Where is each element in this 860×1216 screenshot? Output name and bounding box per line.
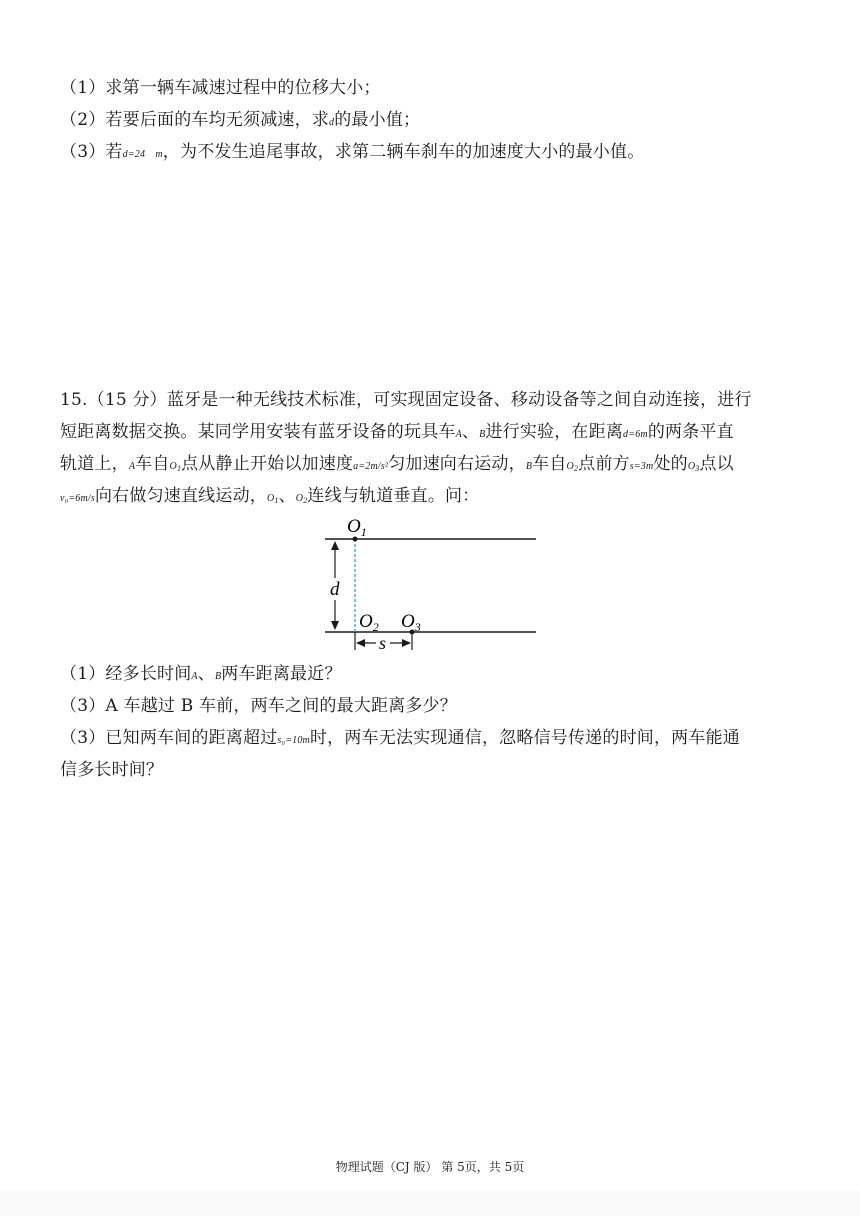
var-v0: v₀=6m/s (60, 493, 95, 504)
text: 点前方 (578, 454, 630, 474)
d-arrow-up-head (331, 541, 339, 550)
var-A: A (455, 429, 462, 440)
q15-line3 (60, 450, 734, 483)
text: （3）已知两车间的距离超过 (60, 728, 278, 748)
var-O3: O (687, 461, 696, 472)
subscript: 1 (176, 464, 182, 473)
var-acceleration: a=2m/s² (353, 461, 389, 472)
label-O3: $O_3$ (401, 611, 421, 634)
text: 点从静止开始以加速度 (181, 454, 354, 474)
label-O2: $O_2$ (359, 611, 379, 634)
text: ，为不发生追尾事故，求第二辆车刹车的加速度大小的最小值。 (162, 142, 645, 162)
label-O1: $O_1$ (347, 516, 367, 539)
text: 向右做匀速直线运动， (94, 486, 267, 506)
text: 处的 (653, 454, 688, 474)
text: 轨道上， (60, 454, 129, 474)
text: 短距离数据交换。某同学用安装有蓝牙设备的玩具车 (60, 422, 456, 442)
q14-part2 (60, 106, 420, 137)
text: 、 (197, 664, 215, 684)
text: 匀加速向右运动， (388, 454, 526, 474)
point-O1 (353, 537, 358, 542)
subscript: 2 (573, 464, 579, 473)
var-d-value: d=24 m (122, 149, 163, 160)
s-arrow-right-head (402, 639, 411, 647)
q15-sub2: （3）A 车越过 B 车前，两车之间的最大距离多少？ (60, 696, 457, 716)
text: 车自 (532, 454, 567, 474)
var-B: B (214, 671, 222, 682)
text: 两车距离最近？ (221, 664, 342, 684)
var-d: d=6m (623, 429, 648, 440)
text: （1）经多长时间 (60, 664, 192, 684)
var-A: A (191, 671, 198, 682)
label-s: s (379, 633, 387, 653)
text: 的两条平直 (647, 422, 734, 442)
q15-line2 (60, 418, 734, 449)
q15-sub3-cont: 信多长时间？ (60, 760, 164, 780)
q14-part1: （1）求第一辆车减速过程中的位移大小； (60, 78, 381, 98)
q15-sub1 (60, 660, 342, 691)
subscript: 3 (695, 464, 700, 473)
page-footer: 物理试题（CJ 版） 第 5页，共 5页 (335, 1160, 525, 1174)
text: 连线与轨道垂直。问： (307, 486, 480, 506)
text: 、 (461, 422, 480, 442)
var-O1: O (266, 493, 275, 504)
q14-part3 (60, 138, 644, 169)
text: 、 (278, 486, 296, 506)
var-s0: s₀=10m (277, 735, 310, 746)
var-O2: O (566, 461, 574, 472)
track-diagram (300, 508, 560, 658)
var-B: B (525, 461, 533, 472)
s-arrow-left-head (356, 639, 365, 647)
text: 时，两车无法实现通信，忽略信号传递的时间，两车能通 (309, 728, 740, 748)
text: （2）若要后面的车均无须减速，求 (60, 110, 330, 130)
text: 的最小值； (334, 110, 421, 130)
var-d: d (329, 117, 335, 128)
subscript: 2 (303, 496, 308, 505)
label-d: d (330, 579, 340, 600)
text: 车自 (135, 454, 170, 474)
var-B: B (479, 429, 486, 440)
text: 点以 (699, 454, 734, 474)
q15-sub3 (60, 724, 740, 755)
text: （3）若 (60, 142, 123, 162)
q15-line1: 15.（15 分）蓝牙是一种无线技术标准，可实现固定设备、移动设备等之间自动连接，进行 (60, 390, 752, 410)
d-arrow-down-head (331, 621, 339, 630)
var-O1: O (169, 461, 177, 472)
var-O2: O (295, 493, 304, 504)
text: 进行实验，在距离 (485, 422, 624, 442)
bottom-strip (0, 1190, 860, 1216)
var-s: s=3m (629, 461, 654, 472)
var-A: A (128, 461, 136, 472)
subscript: 1 (274, 496, 279, 505)
